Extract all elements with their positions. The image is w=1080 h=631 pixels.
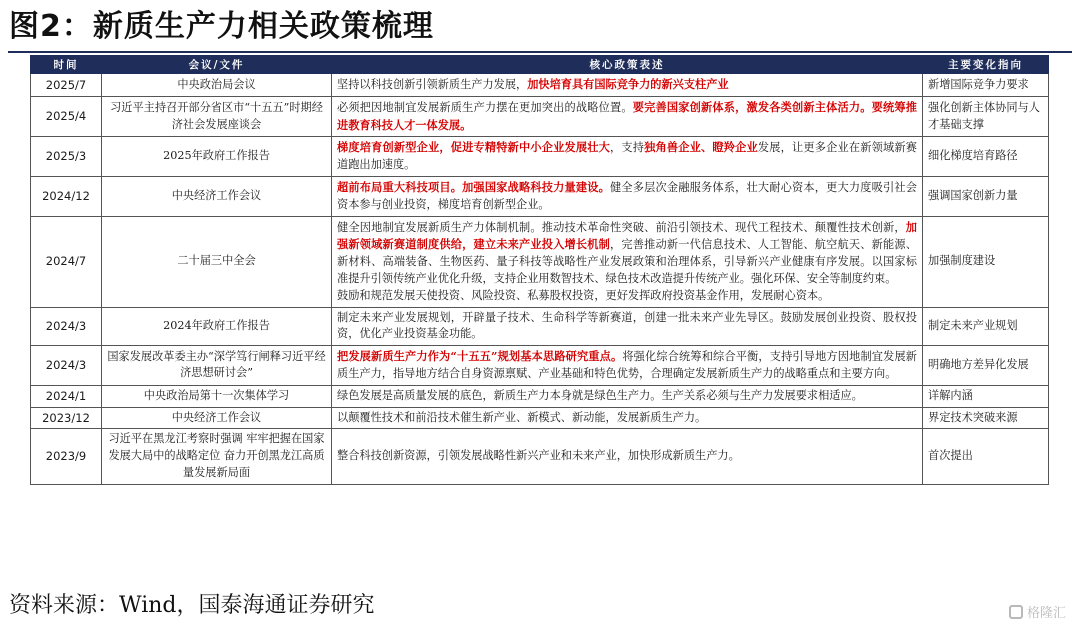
cell-time: 2025/4: [31, 96, 102, 137]
table-row: [31, 429, 1049, 484]
cell-change: 明确地方差异化发展: [923, 346, 1049, 386]
cell-meeting: 中央经济工作会议: [102, 407, 332, 429]
policy-text: ，完善推动新一代信息技术、人工智能、航空航天、新能源、新材料、高端装备、生物医药、量子科技等战略性产业发展政策和治理体系，引导新兴产业健康有序发展。以国家标准提升引领传统产业优化升级，支持企业用数智技术、绿色技术改造提升传统产业。强化环保、安全等制度约束。: [337, 238, 917, 285]
cell-change: 界定技术突破来源: [923, 407, 1049, 429]
cell-core-policy: [332, 176, 923, 216]
table-row: [31, 216, 1049, 307]
column-header-change: 主要变化指向: [923, 56, 1049, 74]
policy-text: 鼓励和规范发展天使投资、风险投资、私募股权投资，更好发挥政府投资基金作用，发展耐心资本。: [337, 288, 830, 302]
column-header-meeting: 会议/文件: [102, 56, 332, 74]
cell-core-policy: [332, 307, 923, 346]
table-row: [31, 407, 1049, 429]
cell-time: 2023/9: [31, 429, 102, 484]
policy-text: 将强化综合统筹和综合平衡，支持引导地方因地制宜发展新质生产力，指导地方结合自身资源禀赋、产业基础和特色优势，合理确定发展新质生产力的战略重点和主要方向。: [337, 350, 917, 380]
cell-change: 强调国家创新力量: [923, 176, 1049, 216]
policy-text: 健全多层次金融服务体系，壮大耐心资本，更大力度吸引社会资本参与创业投资，梯度培育创新型企业。: [337, 180, 917, 211]
policy-text: 必须把因地制宜发展新质生产力摆在更加突出的战略位置。: [337, 100, 633, 114]
watermark-text: 格隆汇: [1026, 606, 1066, 621]
policy-text: ，支持: [610, 141, 645, 155]
watermark-logo-icon: [1009, 605, 1023, 619]
emphasis-text: 加快培育具有国际竞争力的新兴支柱产业: [527, 77, 729, 91]
table-row: [31, 346, 1049, 386]
cell-change: 首次提出: [923, 429, 1049, 484]
cell-change: 新增国际竞争力要求: [923, 74, 1049, 97]
cell-change: 加强制度建设: [923, 216, 1049, 307]
cell-meeting: 国家发展改革委主办“深学笃行闸释习近平经济思想研讨会”: [102, 346, 332, 386]
cell-time: 2024/1: [31, 385, 102, 407]
cell-change: 制定未来产业规划: [923, 307, 1049, 346]
table-row: [31, 307, 1049, 346]
policy-text: 制定未来产业发展规划，开辟量子技术、生命科学等新赛道，创建一批未来产业先导区。鼓励发展创业投资、股权投资，优化产业投资基金功能。: [337, 310, 917, 341]
policy-table: [30, 55, 1049, 485]
watermark: [1009, 602, 1066, 621]
cell-meeting: 中央政治局第十一次集体学习: [102, 385, 332, 407]
cell-meeting: 习近平主持召开部分省区市“十五五”时期经济社会发展座谈会: [102, 96, 332, 137]
emphasis-text: 把发展新质生产力作为“十五五”规划基本思路研究重点。: [337, 349, 623, 364]
cell-meeting: 习近平在黑龙江考察时强调 牢牢把握在国家发展大局中的战略定位 奋力开创黑龙江高质量发展新局面: [102, 429, 332, 484]
emphasis-text: 加强新领域新赛道制度供给，建立未来产业投入增长机制: [337, 219, 917, 252]
table-row: [31, 137, 1049, 177]
cell-core-policy: [332, 385, 923, 407]
cell-meeting: 中央经济工作会议: [102, 176, 332, 216]
cell-meeting: 2024年政府工作报告: [102, 307, 332, 346]
cell-change: 细化梯度培育路径: [923, 137, 1049, 177]
cell-core-policy: [332, 137, 923, 177]
cell-meeting: 2025年政府工作报告: [102, 137, 332, 177]
policy-text: 绿色发展是高质量发展的底色，新质生产力本身就是绿色生产力。生产关系必须与生产力发展要求相适应。: [337, 388, 863, 402]
cell-core-policy: [332, 429, 923, 484]
policy-text: 以颠覆性技术和前沿技术催生新产业、新模式、新动能，发展新质生产力。: [337, 410, 707, 424]
emphasis-text: 超前布局重大科技项目。加强国家战略科技力量建设。: [337, 179, 611, 194]
policy-text: 发展，让更多企业在新领域新赛道跑出加速度。: [337, 141, 917, 172]
cell-time: 2025/7: [31, 74, 102, 97]
table-row: [31, 96, 1049, 137]
table-header: [31, 56, 1049, 74]
source-note: 资料来源：Wind，国泰海通证券研究: [9, 593, 375, 618]
emphasis-text: 独角兽企业、瞪羚企业: [644, 140, 758, 155]
table-body: [31, 74, 1049, 485]
cell-meeting: 二十届三中全会: [102, 216, 332, 307]
cell-time: 2023/12: [31, 407, 102, 429]
cell-core-policy: [332, 407, 923, 429]
cell-time: 2024/3: [31, 307, 102, 346]
cell-core-policy: [332, 74, 923, 97]
policy-text: 整合科技创新资源，引领发展战略性新兴产业和未来产业，加快形成新质生产力。: [337, 449, 740, 463]
cell-change: 强化创新主体协同与人才基础支撑: [923, 96, 1049, 137]
cell-time: 2024/3: [31, 346, 102, 386]
title-rule: [8, 51, 1072, 53]
policy-text: 健全因地制宜发展新质生产力体制机制。推动技术革命性突破、前沿引领技术、现代工程技术、颠覆性技术创新，: [337, 220, 906, 234]
cell-meeting: 中央政治局会议: [102, 74, 332, 97]
cell-core-policy: [332, 346, 923, 386]
cell-core-policy: [332, 216, 923, 307]
cell-change: 详解内涵: [923, 385, 1049, 407]
cell-core-policy: [332, 96, 923, 137]
table-row: [31, 176, 1049, 216]
cell-time: 2024/7: [31, 216, 102, 307]
cell-time: 2025/3: [31, 137, 102, 177]
column-header-core: 核心政策表述: [332, 56, 923, 74]
policy-text: 坚持以科技创新引领新质生产力发展，: [337, 78, 528, 91]
cell-time: 2024/12: [31, 176, 102, 216]
table-row: [31, 74, 1049, 97]
emphasis-text: 梯度培育创新型企业，促进专精特新中小企业发展壮大: [337, 140, 611, 155]
table-row: [31, 385, 1049, 407]
figure-title: 图2：新质生产力相关政策梳理: [9, 9, 434, 44]
column-header-time: 时间: [31, 56, 102, 74]
emphasis-text: 要完善国家创新体系，激发各类创新主体活力。要统筹推进教育科技人才一体发展。: [337, 99, 917, 132]
